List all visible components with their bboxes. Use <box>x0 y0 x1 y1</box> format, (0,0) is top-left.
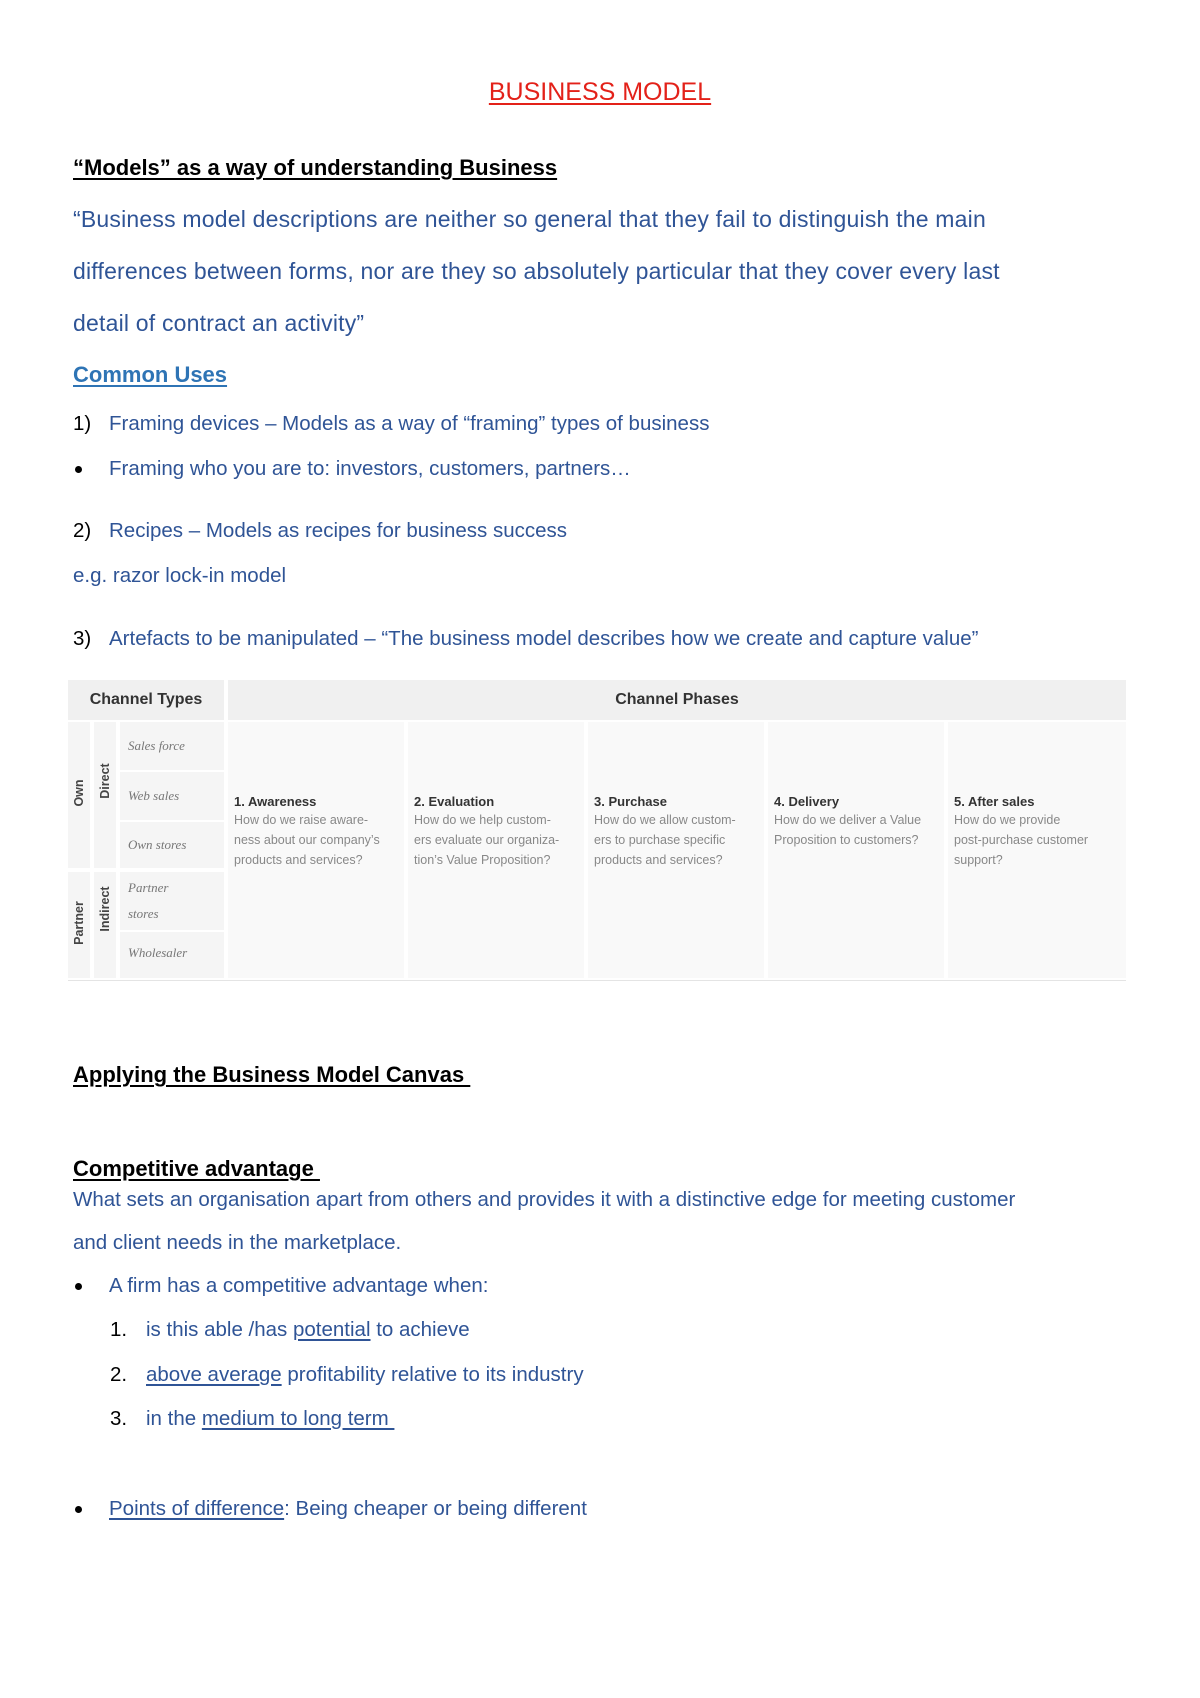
phase-desc-purchase-2: ers to purchase specific <box>594 833 726 847</box>
competitive-desc-1: What sets an organisation apart from others and provides it with a distinctive edge for meeting customer <box>73 1188 1016 1211</box>
list-item-framing: Framing devices – Models as a way of “framing” types of business <box>109 412 710 435</box>
phase-title-evaluation: 2. Evaluation <box>414 794 495 809</box>
comp-list-item-2-post: profitability relative to its industry <box>281 1363 584 1386</box>
channel-stores: stores <box>128 906 159 921</box>
bullet-icon <box>75 466 82 473</box>
bullet-icon <box>75 1283 82 1290</box>
phase-desc-evaluation-2: ers evaluate our organiza- <box>414 833 560 847</box>
own-label: Own <box>72 779 86 807</box>
quote-line-3: detail of contract an activity” <box>73 310 365 336</box>
phase-column-delivery <box>768 722 944 978</box>
comp-list-number-1: 1. <box>110 1318 128 1341</box>
channel-wholesaler: Wholesaler <box>128 945 188 960</box>
channel-own-stores: Own stores <box>128 837 187 852</box>
phase-desc-delivery-2: Proposition to customers? <box>774 833 919 847</box>
channel-types-header: Channel Types <box>68 680 224 720</box>
phase-title-purchase: 3. Purchase <box>594 794 667 809</box>
points-of-difference-rest: : Being cheaper or being different <box>284 1497 587 1520</box>
direct-label: Direct <box>98 763 112 799</box>
example-text: e.g. razor lock-in model <box>73 564 287 587</box>
comp-list-item-1-post: to achieve <box>370 1318 470 1341</box>
link-medium-to-long-term[interactable]: medium to long term <box>201 1407 395 1430</box>
phase-desc-purchase-3: products and services? <box>594 853 723 867</box>
comp-list-number-2: 2. <box>110 1363 128 1386</box>
quote-line-1: “Business model descriptions are neither so general that they fail to distinguish the main <box>73 206 986 232</box>
channel-sales-force: Sales force <box>128 738 185 753</box>
page-title: BUSINESS MODEL <box>488 78 712 106</box>
competitive-bullet: A firm has a competitive advantage when: <box>109 1274 489 1297</box>
competitive-desc-2: and client needs in the marketplace. <box>73 1231 402 1254</box>
comp-list-number-3: 3. <box>110 1407 128 1430</box>
link-points-of-difference[interactable]: Points of difference <box>109 1497 285 1520</box>
phase-desc-after-sales-3: support? <box>954 853 1003 867</box>
quote-line-2: differences between forms, nor are they so absolutely particular that they cover every last <box>73 258 1000 284</box>
phase-title-delivery: 4. Delivery <box>774 794 840 809</box>
phase-desc-evaluation-1: How do we help custom- <box>414 813 551 827</box>
link-potential[interactable]: potential <box>293 1318 371 1341</box>
indirect-label: Indirect <box>98 886 112 932</box>
list-number-1: 1) <box>73 412 92 435</box>
channel-phases-header: Channel Phases <box>228 680 1126 720</box>
phase-desc-delivery-1: How do we deliver a Value <box>774 813 922 827</box>
comp-list-item-2 <box>146 1363 584 1387</box>
partner-label: Partner <box>72 901 86 945</box>
phase-desc-after-sales-2: post-purchase customer <box>954 833 1089 847</box>
comp-list-item-3-pre: in the <box>146 1407 202 1430</box>
common-uses-heading: Common Uses <box>73 362 228 387</box>
list-item-recipes: Recipes – Models as recipes for business success <box>109 519 568 542</box>
channel-partner: Partner <box>128 880 169 895</box>
channel-web-sales: Web sales <box>128 788 180 803</box>
canvas-heading: Applying the Business Model Canvas <box>73 1062 471 1087</box>
bullet-icon <box>75 1506 82 1513</box>
phase-desc-awareness-2: ness about our company’s <box>234 833 380 847</box>
list-number-3: 3) <box>73 627 92 650</box>
competitive-heading: Competitive advantage <box>73 1156 320 1181</box>
phase-desc-awareness-1: How do we raise aware- <box>234 813 369 827</box>
comp-list-item-3 <box>146 1407 394 1431</box>
phase-title-after-sales: 5. After sales <box>954 794 1035 809</box>
phase-desc-after-sales-1: How do we provide <box>954 813 1061 827</box>
points-of-difference-item <box>109 1497 587 1521</box>
table-bottom-rule <box>68 980 1126 981</box>
phase-desc-purchase-1: How do we allow custom- <box>594 813 736 827</box>
phase-title-awareness: 1. Awareness <box>234 794 317 809</box>
comp-list-item-1-pre: is this able /has <box>146 1318 293 1341</box>
phase-desc-evaluation-3: tion’s Value Proposition? <box>414 853 551 867</box>
phase-desc-awareness-3: products and services? <box>234 853 363 867</box>
list-number-2: 2) <box>73 519 92 542</box>
link-above-average[interactable]: above average <box>146 1363 282 1386</box>
section-heading-models: “Models” as a way of understanding Business <box>73 155 558 180</box>
bullet-item-framing-who: Framing who you are to: investors, customers, partners… <box>109 457 631 480</box>
channel-table <box>68 680 1126 980</box>
comp-list-item-1 <box>146 1318 470 1342</box>
list-item-artefacts: Artefacts to be manipulated – “The business model describes how we create and capture value” <box>109 627 979 650</box>
